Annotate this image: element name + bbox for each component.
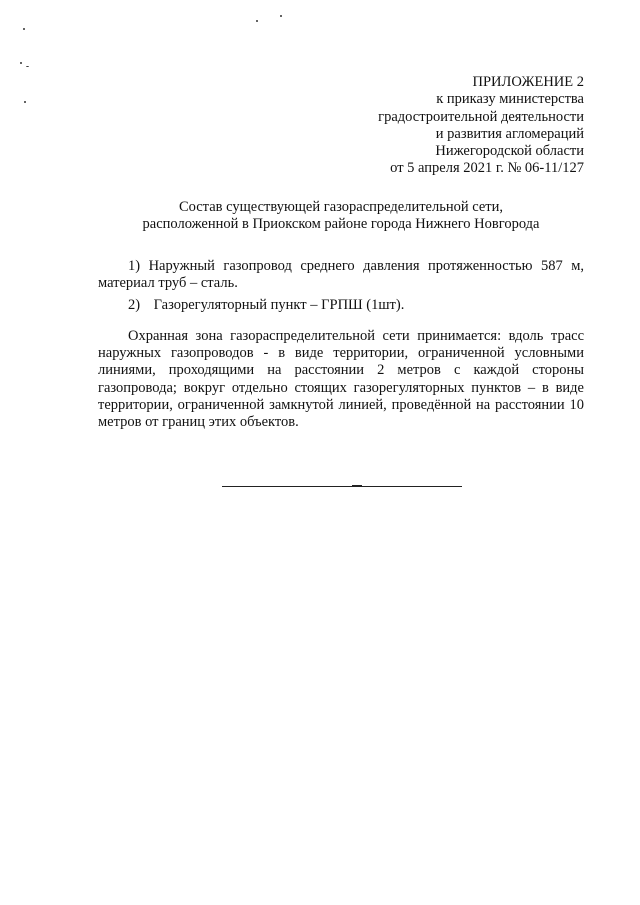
list-item-number: 2) (128, 296, 141, 313)
order-date-number: от 5 апреля 2021 г. № 06-11/127 (390, 160, 584, 177)
document-title (98, 199, 584, 234)
scan-speck (24, 101, 26, 103)
header-line: градостроительной деятельности (378, 108, 584, 125)
title-line: Состав существующей газораспределительной сети, (178, 199, 504, 215)
scan-speck (23, 28, 25, 30)
scan-speck (280, 15, 282, 17)
scan-speck (20, 62, 22, 64)
appendix-header (378, 74, 584, 178)
header-line: и развития агломераций (435, 125, 584, 142)
header-line: Нижегородской области (435, 143, 584, 160)
list-item-text: Наружный газопровод среднего давления протяженностью 587 м, материал труб – сталь. (98, 258, 584, 292)
scan-speck (26, 66, 29, 67)
protection-zone-paragraph: Охранная зона газораспределительной сети принимается: вдоль трасс наружных газопроводов - в виде территории, ограниченной условными линиями, проходящими на расстоянии 2 метров с каждой стороны газопровода; вокруг отдельно стоящих газорегуляторных пунктов – в виде территории, ограниченной замкнутой линией, проведённой на расстоянии 10 метров от границ этих объектов. (98, 327, 584, 431)
list-item-number: 1) (128, 258, 141, 274)
document-body (98, 258, 584, 432)
separator-dash (352, 485, 362, 486)
scan-speck (256, 20, 258, 22)
list-item-text: Газорегуляторный пункт – ГРПШ (1шт). (153, 296, 405, 313)
appendix-number: ПРИЛОЖЕНИЕ 2 (472, 74, 584, 90)
list-item (98, 258, 584, 293)
header-line: к приказу министерства (436, 91, 584, 108)
list-item (98, 297, 584, 314)
title-line: расположенной в Приокском районе города Нижнего Новгорода (142, 216, 540, 233)
closing-separator-line (222, 486, 462, 487)
